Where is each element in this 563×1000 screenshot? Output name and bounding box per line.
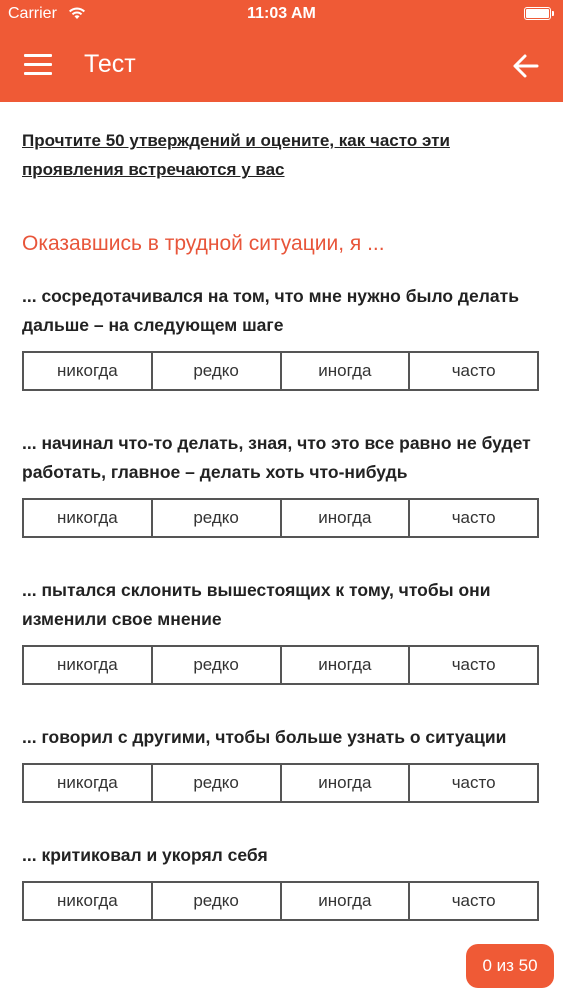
question-item bbox=[22, 841, 542, 921]
answer-options bbox=[22, 763, 539, 803]
option-rarely[interactable]: редко bbox=[153, 765, 282, 801]
test-content bbox=[22, 102, 542, 921]
answer-options bbox=[22, 881, 539, 921]
option-sometimes[interactable]: иногда bbox=[282, 500, 411, 536]
answer-options bbox=[22, 498, 539, 538]
option-never[interactable]: никогда bbox=[24, 353, 153, 389]
option-rarely[interactable]: редко bbox=[153, 647, 282, 683]
question-text: ... говорил с другими, чтобы больше узнать о ситуации bbox=[22, 727, 507, 747]
page-title: Тест bbox=[84, 50, 136, 78]
menu-icon[interactable] bbox=[24, 54, 52, 76]
progress-counter-button[interactable]: 0 из 50 bbox=[466, 944, 554, 988]
status-bar bbox=[0, 0, 563, 30]
answer-options bbox=[22, 351, 539, 391]
option-rarely[interactable]: редко bbox=[153, 353, 282, 389]
option-often[interactable]: часто bbox=[451, 655, 496, 674]
section-title: Оказавшись в трудной ситуации, я ... bbox=[22, 232, 385, 255]
option-sometimes[interactable]: иногда bbox=[282, 647, 411, 683]
option-never[interactable]: никогда bbox=[24, 500, 153, 536]
option-never[interactable]: никогда bbox=[24, 883, 153, 919]
instructions-text: Прочтите 50 утверждений и оцените, как часто эти проявления встречаются у вас bbox=[22, 131, 450, 179]
option-rarely[interactable]: редко bbox=[153, 883, 282, 919]
status-time: 11:03 AM bbox=[247, 5, 316, 22]
answer-options bbox=[22, 645, 539, 685]
option-sometimes[interactable]: иногда bbox=[282, 883, 411, 919]
option-often[interactable]: часто bbox=[451, 773, 496, 792]
question-item bbox=[22, 282, 542, 391]
question-text: ... критиковал и укорял себя bbox=[22, 845, 268, 865]
question-text: ... пытался склонить вышестоящих к тому, чтобы они изменили свое мнение bbox=[22, 580, 491, 629]
back-arrow-icon[interactable] bbox=[511, 52, 539, 80]
option-never[interactable]: никогда bbox=[24, 647, 153, 683]
app-header bbox=[0, 0, 563, 102]
option-rarely[interactable]: редко bbox=[153, 500, 282, 536]
option-often[interactable]: часто bbox=[451, 361, 496, 380]
option-never[interactable]: никогда bbox=[24, 765, 153, 801]
option-sometimes[interactable]: иногда bbox=[282, 765, 411, 801]
battery-icon bbox=[524, 7, 551, 20]
question-item bbox=[22, 723, 542, 803]
option-sometimes[interactable]: иногда bbox=[282, 353, 411, 389]
option-often[interactable]: часто bbox=[451, 508, 496, 527]
question-item bbox=[22, 576, 542, 685]
question-text: ... начинал что-то делать, зная, что это все равно не будет работать, главное – делать хоть что-нибудь bbox=[22, 433, 531, 482]
question-item bbox=[22, 429, 542, 538]
carrier-label: Carrier bbox=[8, 5, 57, 22]
question-text: ... сосредотачивался на том, что мне нужно было делать дальше – на следующем шаге bbox=[22, 286, 519, 335]
option-often[interactable]: часто bbox=[451, 891, 496, 910]
